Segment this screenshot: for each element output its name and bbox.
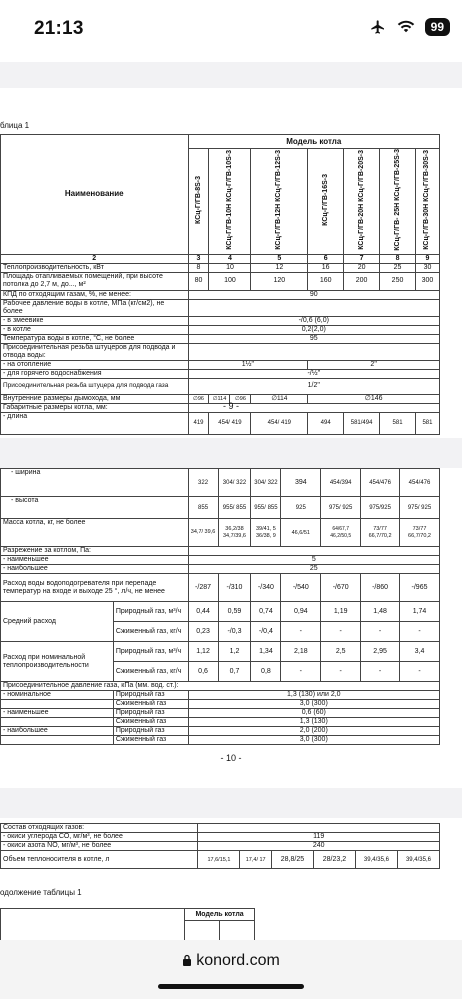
table-row: - номинальное Природный газ 1,3 (130) или 2,0 (1, 691, 440, 700)
table-row: - ширина 322 304/ 322 304/ 322 394 454/394 454/476 454/476 (1, 469, 440, 497)
table-caption: одолжение таблицы 1 (0, 888, 82, 897)
model-col: КСц-Г/ГВ-12Н КСц-Г/ГВ-12S-3 (275, 149, 283, 250)
table-row: - наименьшее Природный газ 0,6 (60) (1, 709, 440, 718)
table-row: Внутренние размеры дымохода, мм ∅96 ∅114 ∅96 ∅114 ∅146 (1, 394, 440, 403)
page-gap (0, 438, 462, 468)
table-row: Температура воды в котле, °С, не более 95 (1, 334, 440, 343)
header-name: Наименование (1, 135, 189, 255)
status-icons (369, 18, 450, 36)
wifi-icon (397, 20, 415, 34)
status-bar (0, 0, 462, 62)
spec-table-2 (0, 468, 440, 745)
table-row: Присоединительное давление газа, кПа (мм. вод. ст.): (1, 682, 440, 691)
table-row: - в змеевике -/0,6 (6,0) (1, 316, 440, 325)
airplane-icon (369, 19, 387, 35)
table-row: - наибольшее 25 (1, 565, 440, 574)
model-col: КСц-Г/ГВ-8S-3 (194, 175, 202, 224)
browser-bottom-bar (0, 940, 462, 999)
model-col: КСц-Г/ГВ-10Н КСц-Г/ГВ-10S-3 (225, 149, 233, 250)
table-row: - в котле 0,2(2,0) (1, 325, 440, 334)
table-row: - наименьшее 5 (1, 556, 440, 565)
spec-table-3-cont (0, 908, 255, 940)
lock-icon (182, 954, 192, 966)
page-number: - 9 - (222, 401, 239, 411)
home-indicator[interactable] (158, 984, 304, 989)
table-row: Масса котла, кг, не более 34,7/ 39,6 36,2/38 34,7/39,6 39/41, 5 36/38, 9 46,6/51 64/67,7 46,2/50,5 73/77 66,7/70,2 73/77 66,7/70,2 (1, 519, 440, 547)
document-page-11 (0, 818, 462, 940)
table-row: Присоединительная резьба штуцеров для подвода и отвода воды: (1, 343, 440, 360)
page-number: - 10 - (220, 753, 242, 763)
table-row: Площадь отапливаемых помещений, при высоте потолка до 2,7 м, до..., м² 80 100 120 160 200 250 300 (1, 272, 440, 290)
address-bar[interactable] (0, 952, 462, 970)
table-row: Разрежение за котлом, Па: (1, 547, 440, 556)
table-row: - наибольшее Природный газ 2,0 (200) (1, 727, 440, 736)
spec-table-1: Наименование Модель котла КСц-Г/ГВ-8S-3 КСц-Г/ГВ-10Н КСц-Г/ГВ-10S-3 КСц-Г/ГВ-12Н КСц-Г/ГВ-12S-3 КСц-Г/ГВ-16S-3 КСц-Г/ГВ-20Н КСц-Г/ГВ-20S-3 КСц-Г/ГВ- 25Н КСц-Г/ГВ-25S-3 КСц-Г/ГВ-30Н КСц-Г/ГВ-30S-3 2 3 4 5 6 7 8 9 Теплопроизводительность, кВт 8 10 12 16 20 25 30 Площадь отапливаемых помещений, при высоте потолка до 2,7 м, до..., м² 80 100 120 160 200 250 300 КПД по отходящим газам, %, не менее: 90 Рабочее давление воды в котле, МПа (кг/см2), не более - в змеевике -/0,6 (6,0) - в котле 0,2(2,0) Температура воды в котле, °С, не более 95 Присоединительная резьба штуцеров для подвода и отвода воды: - на отопление 1½" 2" - для горячего водоснабжения -/½" Присоединительная резьба штуцера для подвода газа 1/2" Внутренние размеры дымохода, мм ∅96 ∅114 ∅96 ∅114 ∅146 Габаритные размеры котла, мм: - длина 419 454/ 419 454/ 419 494 581/494 581 581 (0, 134, 440, 435)
table-row: Сжиженный газ, кг/ч 0,23 -/0,3 -/0,4 - - - - (1, 622, 440, 642)
url-text: konord.com (196, 952, 280, 969)
table-row: Сжиженный газ 1,3 (130) (1, 718, 440, 727)
page-gap (0, 62, 462, 88)
battery-indicator: 99 (425, 18, 450, 36)
document-page-9 (0, 88, 462, 439)
table-row: - на отопление 1½" 2" (1, 360, 440, 369)
header-model: Модель котла (185, 909, 255, 921)
table-row: Средний расход Природный газ, м³/ч 0,44 0,59 0,74 0,94 1,19 1,48 1,74 (1, 602, 440, 622)
page-gap (0, 788, 462, 818)
table-row: - высота 855 955/ 855 955/ 855 925 975/ 925 975/925 975/ 925 (1, 497, 440, 519)
table-row: - окиси углерода СО, мг/м³, не более 119 (1, 833, 440, 842)
table-row: Состав отходящих газов: (1, 824, 440, 833)
model-col: КСц-Г/ГВ- 25Н КСц-Г/ГВ-25S-3 (393, 149, 401, 251)
table-row: Расход воды водоподогревателя при перепаде температур на входе и выходе 25 °, л/ч, не менее -/287 -/310 -/340 -/540 -/670 -/860 -/965 (1, 574, 440, 602)
status-time: 21:13 (34, 18, 84, 39)
table-caption: блица 1 (0, 121, 30, 130)
table-row: Габаритные размеры котла, мм: (1, 403, 440, 412)
table-row: КПД по отходящим газам, %, не менее: 90 (1, 290, 440, 299)
header-model: Модель котла (188, 135, 439, 149)
model-col: КСц-Г/ГВ-30Н КСц-Г/ГВ-30S-3 (423, 149, 431, 250)
table-row: Рабочее давление воды в котле, МПа (кг/см2), не более (1, 299, 440, 316)
table-row: Сжиженный газ 3,0 (300) (1, 736, 440, 745)
model-col: КСц-Г/ГВ-20Н КСц-Г/ГВ-20S-3 (357, 149, 365, 250)
table-row: Расход при номинальной теплопроизводительности Природный газ, м³/ч 1,12 1,2 1,34 2,18 2,5 2,95 3,4 (1, 642, 440, 662)
table-row: - окиси азота NO, мг/м³, не более 240 (1, 842, 440, 851)
model-col: КСц-Г/ГВ-16S-3 (321, 173, 329, 226)
table-row: - для горячего водоснабжения -/½" (1, 369, 440, 378)
table-row: Сжиженный газ 3,0 (300) (1, 700, 440, 709)
document-page-10 (0, 468, 462, 788)
table-row: Объем теплоносителя в котле, л 17,6/15,1 17,4/ 17 28,8/25 28/23,2 39,4/35,6 39,4/35,6 (1, 851, 440, 869)
table-row: Теплопроизводительность, кВт 8 10 12 16 20 25 30 (1, 263, 440, 272)
table-row: Сжиженный газ, кг/ч 0,6 0,7 0,8 - - - - (1, 662, 440, 682)
table-row: Присоединительная резьба штуцера для подвода газа 1/2" (1, 378, 440, 394)
spec-table-3 (0, 823, 440, 869)
table-row: - длина 419 454/ 419 454/ 419 494 581/494 581 581 (1, 412, 440, 434)
